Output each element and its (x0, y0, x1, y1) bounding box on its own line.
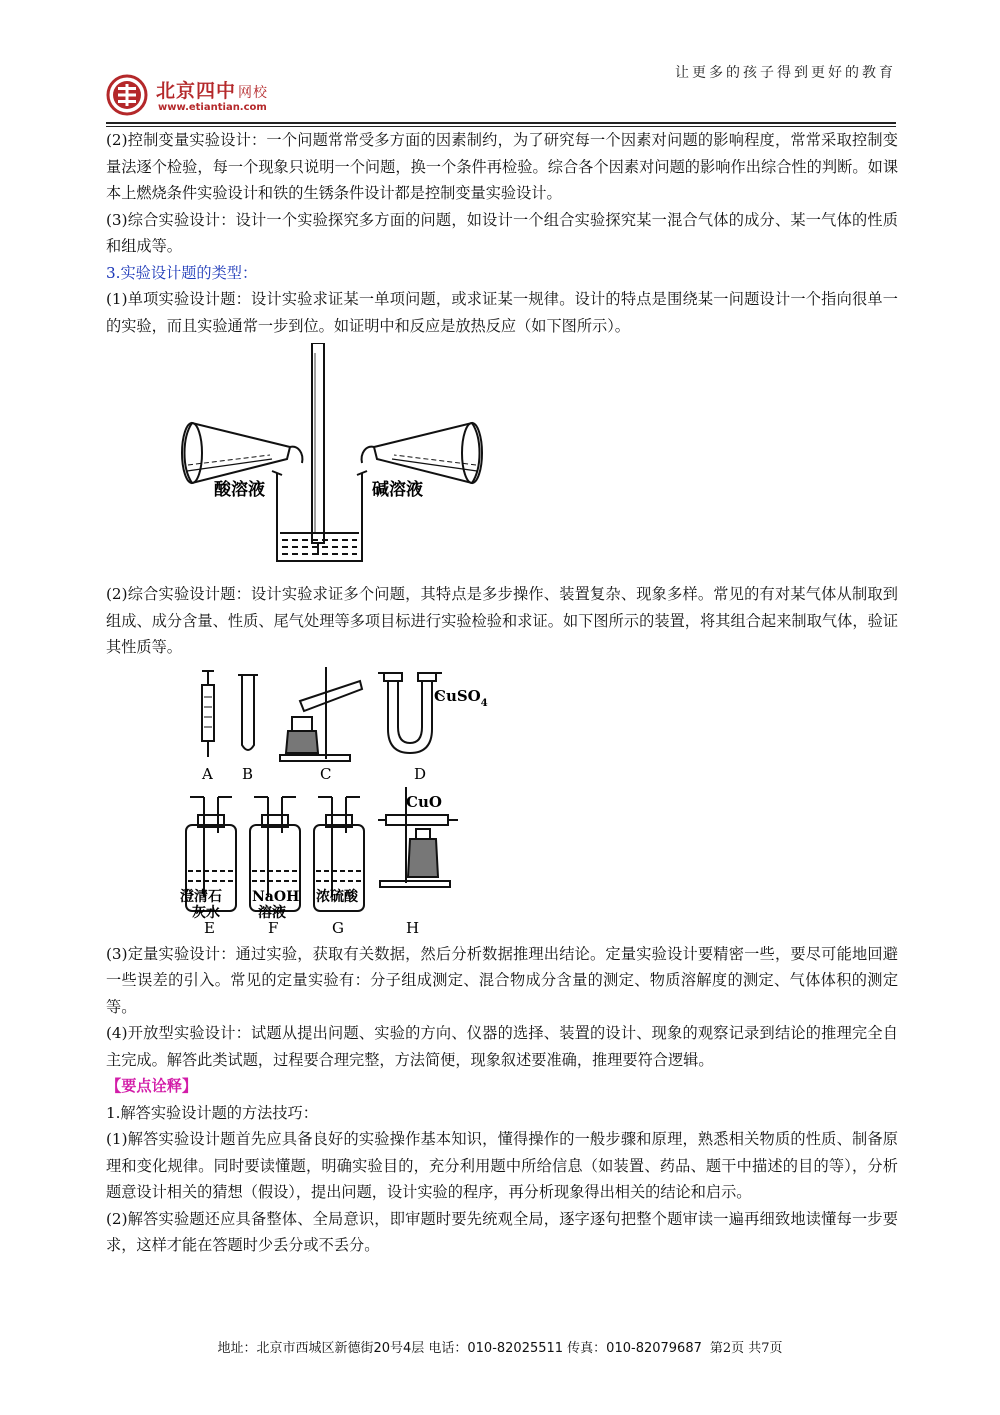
header-slogan: 让更多的孩子得到更好的教育 (675, 65, 896, 81)
paragraph-comprehensive-design: (3)综合实验设计：设计一个实验探究多方面的问题，如设计一个组合实验探究某一混合气体的成分、某一气体的性质和组成等。 (106, 210, 898, 255)
neutralization-apparatus-figure (172, 343, 492, 575)
logo-seal-icon (106, 74, 148, 116)
label-f: F (268, 918, 279, 937)
apparatus-a-syringe (202, 671, 214, 757)
heading-methods: 1.解答实验设计题的方法技巧： (106, 1103, 318, 1122)
base-solution-label: 碱溶液 (372, 480, 423, 500)
cuo-label: CuO (406, 792, 442, 811)
label-d: D (414, 764, 427, 783)
apparatus-d-u-tube (378, 673, 444, 753)
acid-funnel-outline (185, 423, 291, 483)
page-footer (0, 1337, 1000, 1356)
paragraph-method-2: (2)解答实验题还应具备整体、全局意识，即审题时要先统观全局，逐字逐句把整个题审读一遍再细致地读懂每一步要求，这样才能在答题时少丢分或不丢分。 (106, 1209, 898, 1254)
heading-design-types: 3.实验设计题的类型： (106, 263, 258, 282)
label-c: C (320, 764, 332, 783)
apparatus-b-test-tube (238, 675, 258, 750)
paragraph-open-design: (4)开放型实验设计：试题从提出问题、实验的方向、仪器的选择、装置的设计、现象的观察记录到结论的推理完全自主完成。解答此类试题，过程要合理完整，方法简便，现象叙述要准确，推理要符合逻辑。 (106, 1024, 898, 1069)
paragraph-single-design: (1)单项实验设计题：设计实验求证某一单项问题，或求证某一规律。设计的特点是围绕某一问题设计一个指向很单一的实验，而且实验通常一步到位。如证明中和反应是放热反应（如下图所示）。 (106, 290, 898, 335)
header-divider (106, 122, 896, 124)
label-e: E (204, 918, 215, 937)
heading-key-points: 【要点诠释】 (106, 1077, 198, 1095)
naoh-label-2: 溶液 (258, 904, 286, 921)
acid-solution-label: 酸溶液 (214, 480, 265, 500)
paragraph-comprehensive-question: (2)综合实验设计题：设计实验求证多个问题，其特点是多步操作、装置复杂、现象多样。常见的有对某气体从制取到组成、成分含量、性质、尾气处理等多项目标进行实验检验和求证。如下图所示的装置，将其组合起来制取气体，验证其性质等。 (106, 585, 898, 656)
logo-url: www.etiantian.com (158, 102, 267, 113)
page-header (106, 58, 896, 124)
footer-contact: 地址：北京市西城区新德街20号4层 电话：010-82025511 传真：010-82079687 (217, 1341, 702, 1356)
page-content (106, 127, 898, 1259)
paragraph-control-variable: (2)控制变量实验设计：一个问题常常受多方面的因素制约，为了研究每一个因素对问题的影响程度，常常采取控制变量法逐个检验，每一个现象只说明一个问题，换一个条件再检验。综合各个因素对问题的影响作出综合性的判断。如课本上燃烧条件实验设计和铁的生锈条件设计都是控制变量实验设计。 (106, 131, 898, 202)
gas-apparatus-figure (180, 667, 540, 939)
label-g: G (332, 918, 344, 937)
label-b: B (242, 764, 254, 783)
logo-name: 北京四中 网校 (156, 80, 269, 102)
label-h: H (406, 918, 420, 937)
page-number: 第2页 共7页 (709, 1341, 783, 1356)
beaker-outline (277, 473, 362, 561)
cuso4-label: CuSO$_4$ (434, 686, 488, 709)
thermometer-tube (312, 343, 324, 543)
limewater-label-2: 灰水 (192, 904, 220, 921)
limewater-label-1: 澄清石 (180, 888, 222, 905)
site-logo[interactable] (106, 74, 306, 120)
sulfuric-acid-label: 浓硫酸 (316, 888, 358, 905)
base-funnel-outline (374, 423, 480, 483)
naoh-label-1: NaOH (252, 888, 300, 905)
paragraph-quantitative-design: (3)定量实验设计：通过实验，获取有关数据，然后分析数据推理出结论。定量实验设计要精密一些，要尽可能地回避一些误差的引入。常见的定量实验有：分子组成测定、混合物成分含量的测定、物质溶解度的测定、气体体积的测定等。 (106, 944, 898, 1016)
apparatus-c-heater (280, 667, 362, 761)
label-a: A (202, 764, 213, 783)
paragraph-method-1: (1)解答实验设计题首先应具备良好的实验操作基本知识，懂得操作的一般步骤和原理，熟悉相关物质的性质、制备原理和变化规律。同时要读懂题，明确实验目的，充分利用题中所给信息（如装置、药品、题干中描述的目的等），分析题意设计相关的猜想（假设），提出问题，设计实验的程序，再分析现象得出相关的结论和启示。 (106, 1130, 898, 1201)
